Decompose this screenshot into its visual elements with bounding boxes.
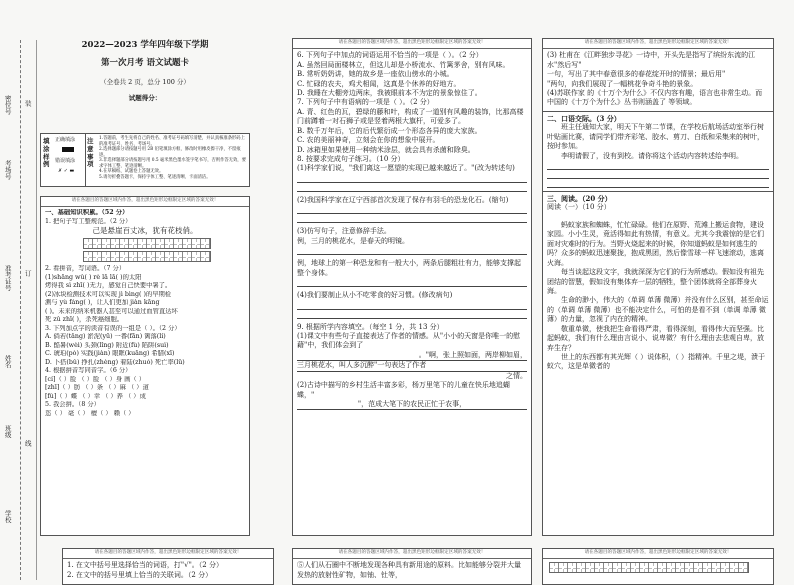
section-heading: 三、阅读。（20 分）	[547, 194, 612, 203]
notice-divider	[85, 134, 86, 186]
answer-panel-6	[542, 548, 774, 585]
warning-text: 请在各题目的答题区域内作答，超出黑色矩形边框限定区域的答案无效！	[41, 197, 249, 207]
header	[40, 38, 250, 102]
passage-paragraph: 世上的东西都有其光辉（ ）说体积，（ ）指精神。千里之堤，溃于蚁穴，这是单微者的	[547, 353, 765, 371]
notice-item: 3.非选择题部分请按题号用 0.5 毫米黑色墨水签字笔书写，否则作答无效，要求字体工整、笔迹清晰。	[99, 158, 246, 169]
binding-mark: 线	[23, 440, 32, 447]
q2-line: 测与 yù fáng( )，让人们更加 jiàn kāng	[45, 299, 160, 307]
section-heading: 一、基础知识积累。（52 分）	[45, 209, 129, 217]
q9-blank: 三月桃花水，叫人多沉醉"一句表达了作者	[297, 361, 527, 371]
notice-item: 5.请勿折叠答题卡，保持字体工整、笔迹清晰、卡面清洁。	[99, 175, 211, 181]
passage-paragraph: 敬重单微，使我把生命看得严肃，看得深刻，看得伟大而坚强。比起蚂蚁，我们有什么理由言说小、说卑微？有什么理由去悲观自卑，放弃生存？	[547, 324, 764, 352]
section-heading: 二、口语交际。（3 分）	[547, 113, 621, 123]
q8-item: (2)我国科学家在辽宁西部首次发现了保存有羽毛的恐龙化石。(缩句)	[297, 195, 509, 204]
q3-option: D. 卜搭(bǔ) 挣扎(zhèng) 着陆(zhuó) 死亡率(lǜ)	[45, 358, 185, 366]
oral-text: 李明请假了，没有到校。请你将这个活动内容转述给李明。	[561, 151, 743, 160]
q3-option: C. 琥珀(pò) 实践(jiàn) 眼眶(kuāng) 希腊(xī)	[45, 350, 175, 358]
answer-panel-2	[292, 38, 532, 536]
binding-label: 姓名	[3, 355, 12, 368]
binding-line-2	[36, 40, 37, 580]
binding-label: 考场号	[3, 160, 12, 180]
reading-label: 阅读（一）（10 分）	[547, 203, 611, 212]
fill-example-label: 填涂样例	[43, 137, 50, 169]
q8-item: (4)我们要制止从小不吃零食的好习惯。(修改病句)	[297, 291, 453, 300]
question: 1. 在文中括号里选择恰当的词语，打"√"。（2 分）	[67, 561, 223, 570]
binding-mark: 装	[23, 100, 32, 107]
question: 9. 根据所学内容填空。（每空 1 分，共 13 分）	[297, 322, 444, 331]
q8-example: 例，三月的桃花水，是春天的明镜。	[297, 236, 409, 245]
q2-line: (2)冰块检测技术可以实现 jì bìng( )的早期检	[45, 290, 172, 298]
correct-fill-mark	[62, 147, 74, 152]
q9-item: (3) 杜甫在《江畔独步寻花》一诗中，开头先是指写了缤纷东流的江水"然后写"	[547, 51, 756, 69]
writing-grid	[543, 559, 773, 578]
q7-option: A. 青、红色的瓦，碧绿的藤和叶，构成了一道别有风趣的装饰，比那高楼门前蹲着一对石狮子或是竖着两根大旗杆，可爱多了。	[297, 107, 524, 126]
passage-paragraph: 每当谈起这段文字，我就深深为它们的行为所感动。假如没有祖先团结的智慧，假如没有集体弃一层的牺牲，整个团体就将全部葬身火海。	[547, 268, 764, 295]
question: 5. 我会拼。（8 分）	[45, 401, 100, 409]
notice-box	[40, 133, 250, 187]
q3-option: A. 倘若(tǎng) 淤泥(yū) 一番(fān) 篱落(lí)	[45, 333, 166, 341]
notice-item: 2.选择题部分请按题号用 2B 铅笔填涂方框，修改时用橡皮擦干净，不留痕迹。	[99, 147, 241, 158]
warning-text: 请在各题目的答题区域内作答，超出黑色矩形边框限定区域的答案无效！	[293, 39, 531, 49]
q9-blank: "两句，向我们展现了一幅桃花争奇斗艳的景象。	[547, 79, 698, 88]
q8-item: (1)科学家们说，"我们离这一愿望的实现已越来越近了。"(改为转述句)	[297, 164, 515, 173]
q9-blank: "，范成大笔下的农民正忙于农事，	[297, 400, 527, 410]
notice-items	[99, 136, 249, 181]
answer-line	[297, 278, 527, 287]
q8-item: (3)仿写句子，注意修辞手法。	[297, 227, 391, 236]
answer-line	[547, 161, 769, 170]
q9-blank: 之情。	[506, 371, 527, 380]
passage-paragraph: 生命的渺小，伟大的（单调 单薄 微薄）并没有什么区别，甚至命运的（单调 单薄 微薄）也不能决定什么，可怕的是看不到（单调 单薄 微薄）的力量，忽视了内在的精神。	[547, 296, 769, 324]
binding-label: 准考证号	[3, 265, 12, 291]
answer-line	[547, 170, 769, 179]
answer-line	[547, 179, 769, 188]
answer-panel-3	[542, 38, 774, 536]
score-label: 试题得分：	[128, 93, 162, 102]
q6-option: B. 常听奶奶讲，她的故乡是一座依山傍水的小城。	[297, 70, 454, 79]
binding-label: 密位号	[3, 95, 12, 115]
question: 3. 下列加点字的读音有误的一组是（ ）。（2 分）	[45, 324, 181, 332]
reading-passage	[547, 221, 769, 372]
notice-item: 4.在草稿纸、试题卷上答题无效。	[99, 169, 164, 175]
q2-line: ( )。未来的纳米机器人甚至可以通过血管直达坏	[45, 307, 178, 315]
warning-text: 请在各题目的答题区域内作答，超出黑色矩形边框限定区域的答案无效！	[63, 549, 273, 559]
q2-line: 烤得我 sì zhī( )无力，感觉自己快要中暑了。	[45, 282, 172, 290]
q4-line: [cí]（ ）脸 （ ）脸 （ ）身 画（ ）	[45, 375, 146, 383]
answer-line	[297, 301, 527, 310]
answer-line	[297, 310, 527, 319]
page-title: 2022—2023 学年四年级下学期	[81, 40, 209, 50]
page-subtitle: 第一次月考 语文试题卡	[101, 58, 189, 69]
q6-option: C. 忙碌的农夫，鸡犬相闻，这真是个休养的好地方。	[297, 79, 461, 88]
q9-blank: 一句，写出了其中春意很多的春花绽开时的情景；最后用"	[547, 70, 726, 79]
binding-label: 学校	[3, 510, 12, 523]
warning-text: 请在各题目的答题区域内作答，超出黑色矩形边框限定区域的答案无效！	[293, 549, 531, 559]
q5-line: 恣（ ） 毫（ ） 檀（ ） 赖（ ）	[45, 409, 135, 417]
passage-paragraph: ⑤人们从石圈中不断地发现各种具有新用途的原料。比如能够分裂并大量发热的放射性矿物，如铀、钍等，	[297, 561, 521, 579]
question: 7. 下列句子中有语病的一项是（ ）。（2 分）	[297, 98, 434, 107]
question: 1. 把句子写工整规范。（2 分）	[45, 217, 132, 225]
wrong-fill-label: 错误填涂	[55, 158, 76, 164]
binding-label: 班级	[3, 425, 12, 438]
q2-line: 死 zǔ zhī( )，杀死癌细胞。	[45, 316, 124, 324]
answer-panel-1	[40, 196, 250, 536]
wrong-fill-mark: ✗ ✓ ▬	[58, 168, 75, 174]
notice-item: 1.答题前，考生先将自己的姓名、准考证号码填写清楚，并认真核准条形码上的准考证号、姓名、考场号。	[99, 136, 245, 147]
exam-info: （全卷共 2 页，总分 100 分）	[100, 77, 190, 86]
question: 2. 在文中的括号里填上恰当的关联词。（2 分）	[67, 570, 213, 579]
answer-line	[297, 214, 527, 223]
q6-option: D. 我睡在大棚旁边两床，我被眼前本不为定的景象惊住了。	[297, 88, 482, 97]
q9-item: (1)课文中有些句子直接表达了作者的情感。从"小小的天窗是你唯一的慰藉"中，我们体会到了	[297, 331, 521, 350]
answer-panel-5	[292, 548, 532, 585]
oral-text: 班主任通知大家，明天下午第二节课，在学校后航场活动室举行树叶贴画比赛，请同学们带齐彩笔、胶水、剪刀、白纸和采集来的树叶，按时参加。	[547, 123, 764, 151]
question: 4. 根据拼音写同音字。（6 分）	[45, 367, 132, 375]
answer-panel-4	[62, 548, 274, 585]
answer-line	[297, 183, 527, 192]
answer-line	[297, 174, 527, 183]
answer-line	[297, 205, 527, 214]
question: 8. 按要求完成句子练习。（10 分）	[297, 155, 405, 163]
q3-option: B. 酷暑(wèi) 头颈(lǐng) 附近(fù) 陷阱(suì)	[45, 341, 169, 349]
q7-option: C. 农的美丽神奇，立刻会在你的想象中展开。	[297, 136, 440, 145]
q9-blank: 。"啊，张上照如面，两岸柳如眉，	[297, 351, 527, 361]
writing-grid	[83, 238, 245, 262]
q2-line: (1)shāng wǔ( ) rè lā lā( )的太阳	[45, 273, 142, 281]
binding-line	[20, 40, 21, 580]
correct-fill-label: 正确填涂	[55, 137, 76, 143]
passage-paragraph: 蚂蚁家族和蜘蛛，忙忙碌碌。他们在原野、荒滩上搬运食物，建设家园。小小生灵，竟活得如此有热情，有意义。尤其今我震惊的是它们面对灾难时的行为。当野火烧起来的时候，你知道蚂蚁是如何逃生的吗？众多的蚂蚁迅速聚拢，抱成黑团，然后像雪球一样飞速滚动，逃离火海。	[547, 220, 764, 267]
q8-example: 例，地球上的第一种恐龙和有一般大小，两条后腿粗壮有力，能够支撑起整个身体。	[297, 259, 521, 277]
attention-label: 注意事项	[87, 137, 94, 169]
q4-line: [zhī]（ ）肪 （ ）条 （ ）麻 （ ）道	[45, 384, 149, 392]
q1-text: 己是悬崖百丈冰，犹有花枝俏。	[92, 226, 198, 236]
warning-text: 请在各题目的答题区域内作答，超出黑色矩形边框限定区域的答案无效！	[543, 549, 773, 559]
q6-option: A. 虽然回局面楼林立，但这儿却是小桥流水、竹篱茅舍，别有风味。	[297, 60, 510, 69]
question: 2. 看拼音，写词语。（7 分）	[45, 265, 126, 273]
binding-mark: 订	[23, 270, 32, 277]
answer-line	[297, 246, 527, 255]
q9-item: (2)古诗中描写的乡村生活丰富多彩，杨万里笔下的儿童在快乐地追蝴蝶，"	[297, 381, 510, 399]
question: 6. 下列句子中加点的词语运用不恰当的一项是（ ）。（2 分）	[297, 51, 483, 60]
q9-item: (4)苏联作家 的《十万个为什么》不仅内容有趣，语言也非常生动。而中国的《十万个为什么》丛书则涵盖了 等领域。	[547, 88, 763, 107]
q7-option: B. 数千万年后，它的后代繁衍成一个形态各异的庞大家族。	[297, 126, 482, 135]
q4-line: [fú]（ ）蝶 （ ）幸 （ ）养 （ ）成	[45, 392, 146, 400]
q7-option: D. 冰箱里如果使用一种纳米涂层，就会具有杀菌和除臭。	[297, 145, 475, 154]
warning-text: 请在各题目的答题区域内作答，超出黑色矩形边框限定区域的答案无效！	[543, 39, 773, 49]
